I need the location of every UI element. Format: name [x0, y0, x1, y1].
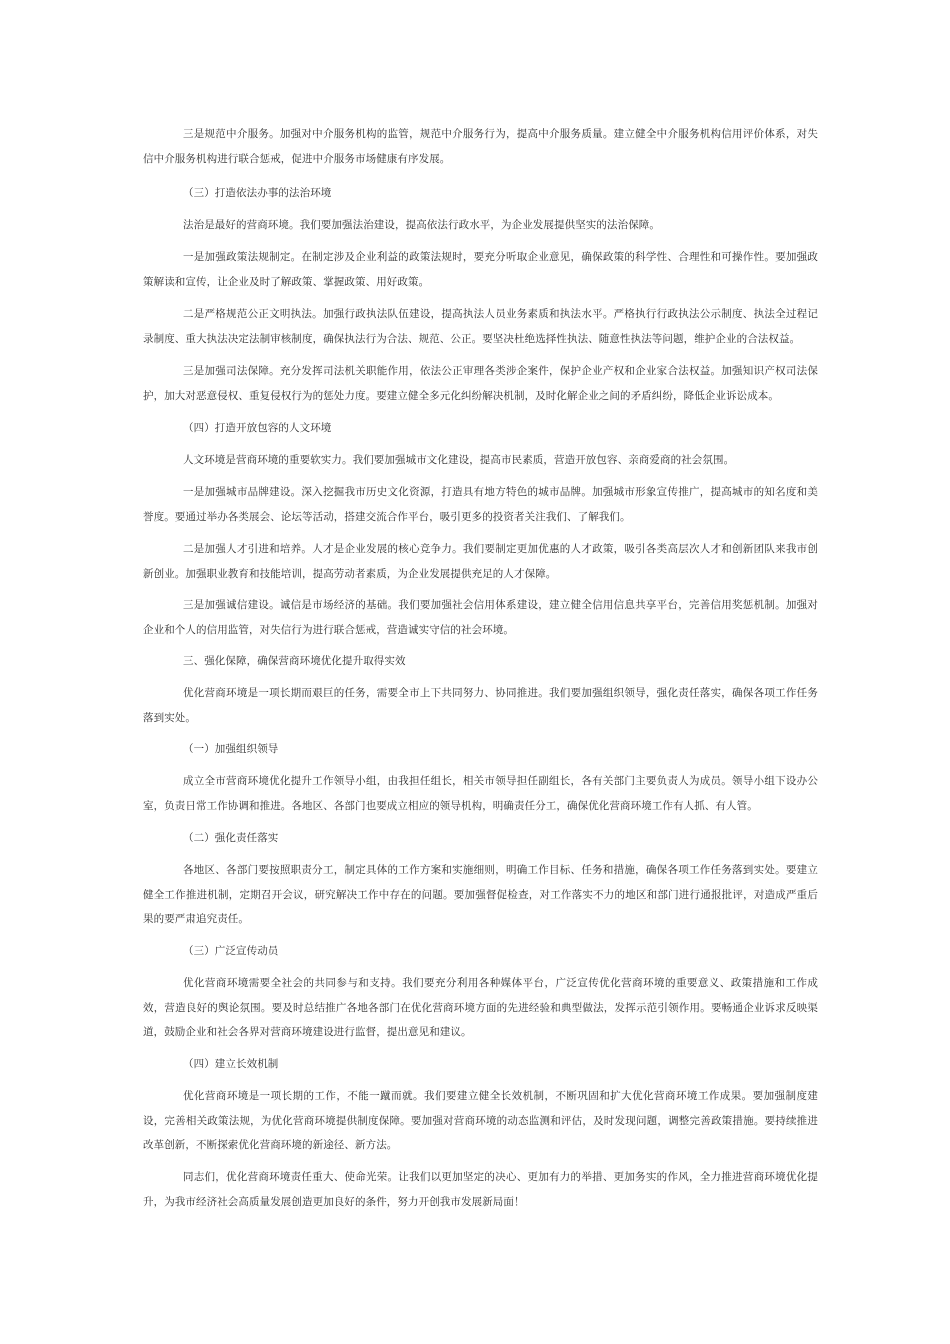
section-heading: （三）打造依法办事的法治环境: [183, 187, 332, 199]
section-heading: 三、强化保障，确保营商环境优化提升取得实效: [183, 655, 406, 667]
paragraph: 各地区、各部门要按照职责分工，制定具体的工作方案和实施细则，明确工作目标、任务和措施，确保各项工作任务落到实处。要建立健全工作推进机制，定期召开会议，研究解决工作中存在的问题。要加强督促检查，对工作落实不力的地区和部门进行通报批评，对造成严重后果的要严肃追究责任。: [143, 864, 818, 925]
paragraph: 优化营商环境是一项长期而艰巨的任务，需要全市上下共同努力、协同推进。我们要加强组织领导，强化责任落实，确保各项工作任务落到实处。: [143, 687, 818, 724]
paragraph: 二是加强人才引进和培养。人才是企业发展的核心竞争力。我们要制定更加优惠的人才政策，吸引各类高层次人才和创新团队来我市创新创业。加强职业教育和技能培训，提高劳动者素质，为企业发展提供充足的人才保障。: [143, 543, 818, 580]
paragraph: 法治是最好的营商环境。我们要加强法治建设，提高依法行政水平，为企业发展提供坚实的法治保障。: [183, 219, 660, 231]
paragraph: 三是规范中介服务。加强对中介服务机构的监管，规范中介服务行为，提高中介服务质量。建立健全中介服务机构信用评价体系，对失信中介服务机构进行联合惩戒，促进中介服务市场健康有序发展。: [143, 128, 818, 165]
paragraph: 二是严格规范公正文明执法。加强行政执法队伍建设，提高执法人员业务素质和执法水平。严格执行行政执法公示制度、执法全过程记录制度、重大执法决定法制审核制度，确保执法行为合法、规范、公正。要坚决杜绝选择性执法、随意性执法等问题，维护企业的合法权益。: [143, 308, 818, 345]
paragraph: 成立全市营商环境优化提升工作领导小组，由我担任组长，相关市领导担任副组长，各有关部门主要负责人为成员。领导小组下设办公室，负责日常工作协调和推进。各地区、各部门也要成立相应的领导机构，明确责任分工，确保优化营商环境工作有人抓、有人管。: [143, 775, 818, 812]
section-heading: （一）加强组织领导: [183, 743, 279, 755]
section-heading: （三）广泛宣传动员: [183, 945, 279, 957]
section-heading: （四）打造开放包容的人文环境: [183, 422, 332, 434]
section-heading: （四）建立长效机制: [183, 1058, 279, 1070]
section-heading: （二）强化责任落实: [183, 832, 279, 844]
paragraph: 同志们，优化营商环境责任重大、使命光荣。让我们以更加坚定的决心、更加有力的举措、更加务实的作风，全力推进营商环境优化提升，为我市经济社会高质量发展创造更加良好的条件，努力开创我市发展新局面！: [143, 1171, 818, 1208]
paragraph: 一是加强城市品牌建设。深入挖掘我市历史文化资源，打造具有地方特色的城市品牌。加强城市形象宣传推广，提高城市的知名度和美誉度。要通过举办各类展会、论坛等活动，搭建交流合作平台，吸引更多的投资者关注我们、了解我们。: [143, 486, 818, 523]
paragraph: 三是加强司法保障。充分发挥司法机关职能作用，依法公正审理各类涉企案件，保护企业产权和企业家合法权益。加强知识产权司法保护，加大对恶意侵权、重复侵权行为的惩处力度。要建立健全多元化纠纷解决机制，及时化解企业之间的矛盾纠纷，降低企业诉讼成本。: [143, 365, 818, 402]
paragraph: 三是加强诚信建设。诚信是市场经济的基础。我们要加强社会信用体系建设，建立健全信用信息共享平台，完善信用奖惩机制。加强对企业和个人的信用监管，对失信行为进行联合惩戒，营造诚实守信的社会环境。: [143, 599, 818, 636]
paragraph: 人文环境是营商环境的重要软实力。我们要加强城市文化建设，提高市民素质，营造开放包容、亲商爱商的社会氛围。: [183, 454, 735, 466]
paragraph: 优化营商环境需要全社会的共同参与和支持。我们要充分利用各种媒体平台，广泛宣传优化营商环境的重要意义、政策措施和工作成效，营造良好的舆论氛围。要及时总结推广各地各部门在优化营商环境方面的先进经验和典型做法，发挥示范引领作用。要畅通企业诉求反映渠道，鼓励企业和社会各界对营商环境建设进行监督，提出意见和建议。: [143, 977, 818, 1038]
paragraph: 一是加强政策法规制定。在制定涉及企业利益的政策法规时，要充分听取企业意见，确保政策的科学性、合理性和可操作性。要加强政策解读和宣传，让企业及时了解政策、掌握政策、用好政策。: [143, 251, 818, 288]
paragraph: 优化营商环境是一项长期的工作，不能一蹴而就。我们要建立健全长效机制，不断巩固和扩大优化营商环境工作成果。要加强制度建设，完善相关政策法规，为优化营商环境提供制度保障。要加强对营商环境的动态监测和评估，及时发现问题，调整完善政策措施。要持续推进改革创新，不断探索优化营商环境的新途径、新方法。: [143, 1090, 818, 1151]
